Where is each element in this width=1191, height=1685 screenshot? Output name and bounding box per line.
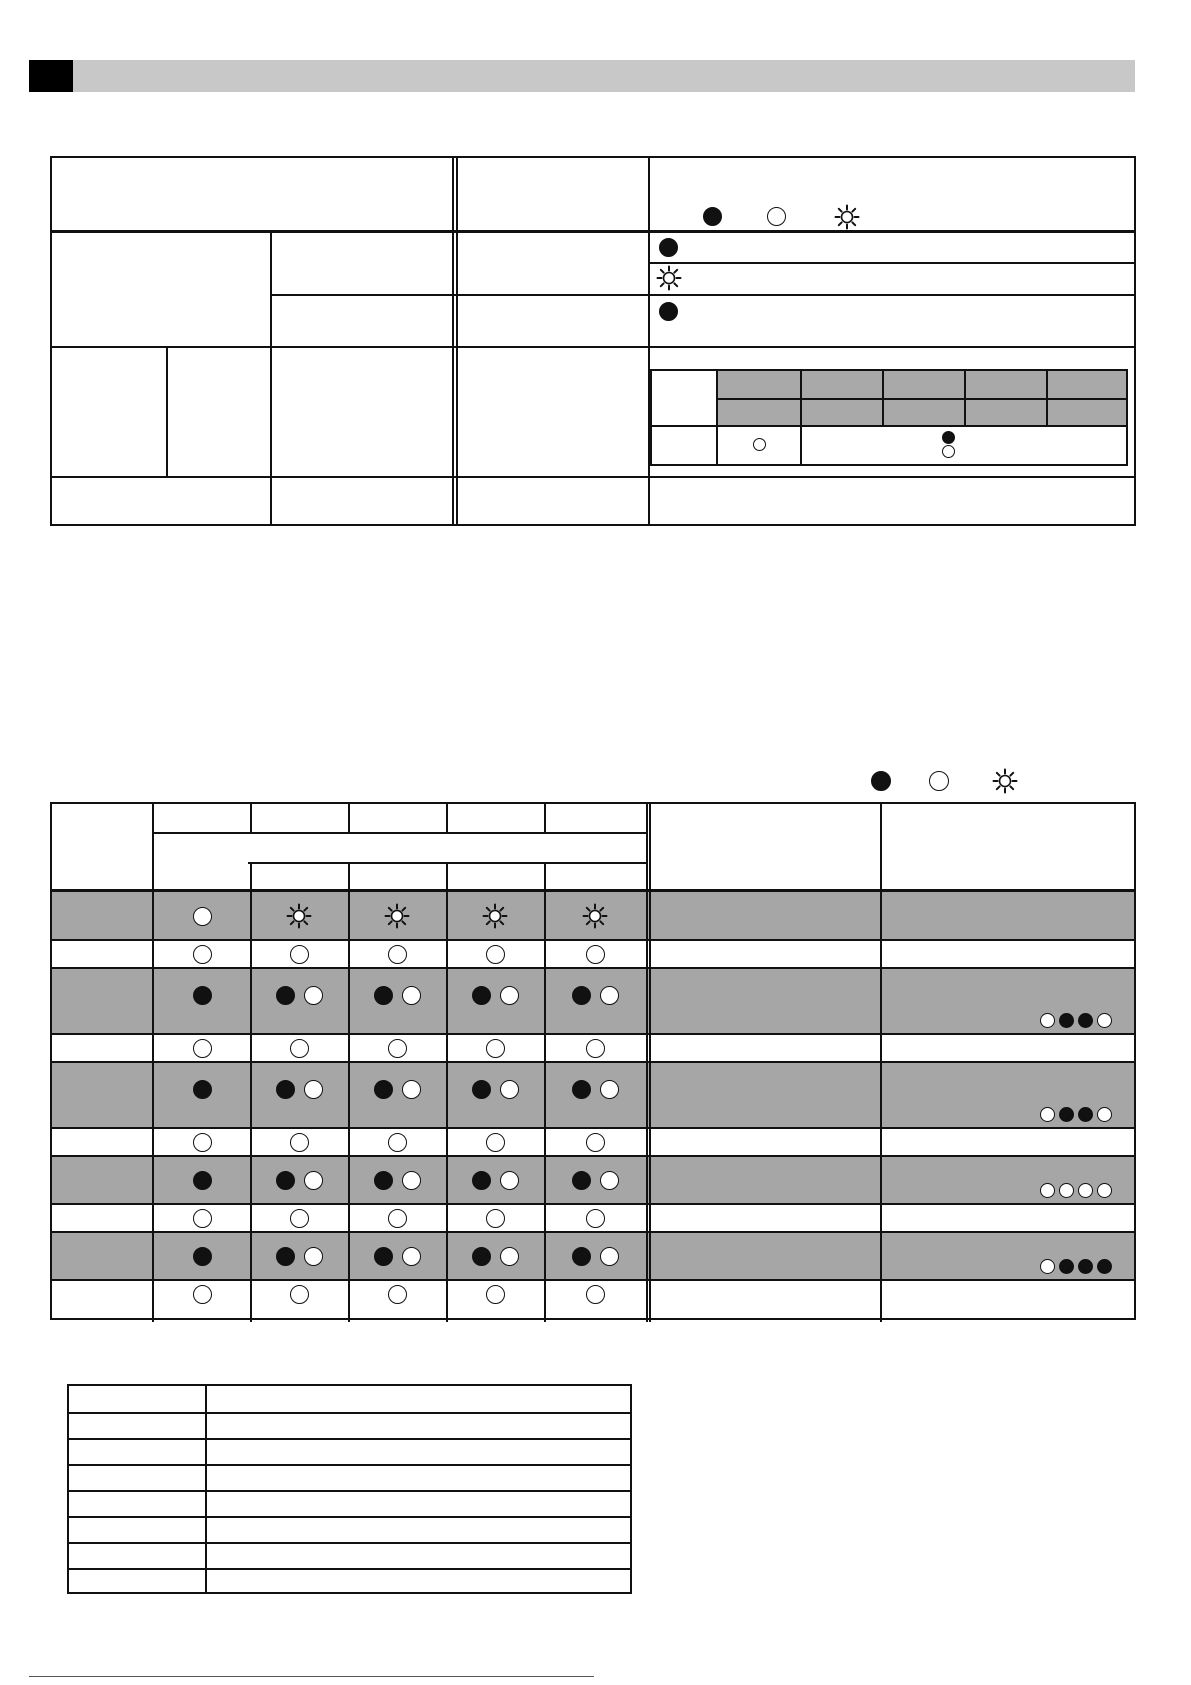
- indicator-subtable: [650, 369, 1128, 466]
- bulb-off-icon: [1040, 1107, 1055, 1122]
- t1-header-rule: [52, 230, 1134, 233]
- bulb-off-icon: [1040, 1259, 1055, 1274]
- bulb-off-icon: [600, 1171, 619, 1190]
- bulb-lit-icon: [572, 1080, 591, 1099]
- row-divider: [52, 939, 1134, 941]
- bulb-off-icon: [1078, 1183, 1093, 1198]
- bulb-lit-icon: [1078, 1259, 1093, 1274]
- bulb-off-icon: [500, 1080, 519, 1099]
- section-header-bar: [29, 60, 1135, 92]
- bulb-lit-icon: [472, 1171, 491, 1190]
- section-number-tab: [29, 60, 73, 92]
- bulb-off-icon: [388, 1209, 407, 1228]
- col-divider: [880, 804, 882, 1322]
- t1-col-divider: [456, 158, 458, 524]
- bulb-off-icon: [586, 1039, 605, 1058]
- bulb-lit-icon: [276, 1247, 295, 1266]
- t1-col-divider: [166, 348, 168, 476]
- bulb-blinking-icon: [582, 903, 608, 929]
- bulb-lit-icon: [472, 986, 491, 1005]
- t1-row-divider: [52, 346, 1134, 348]
- bulb-lit-icon: [374, 1171, 393, 1190]
- bulb-off-icon: [402, 1171, 421, 1190]
- row-divider: [69, 1516, 630, 1518]
- row-divider: [69, 1464, 630, 1466]
- bulb-off-icon: [500, 1247, 519, 1266]
- bulb-off-icon: [500, 1171, 519, 1190]
- header-divider: [154, 832, 648, 834]
- bulb-off-icon: [586, 1133, 605, 1152]
- row-divider: [69, 1438, 630, 1440]
- col-divider: [544, 862, 546, 1322]
- col-divider: [250, 804, 252, 832]
- bulb-off-icon: [486, 1209, 505, 1228]
- legend-off-icon: [767, 207, 786, 226]
- bulb-off-icon: [290, 945, 309, 964]
- col-divider: [250, 862, 252, 1322]
- bulb-off-icon: [600, 1247, 619, 1266]
- bulb-lit-icon: [572, 986, 591, 1005]
- status-lit-icon: [659, 238, 678, 257]
- table-row-shaded: [52, 1062, 1134, 1128]
- row-divider: [52, 1231, 1134, 1233]
- bulb-off-icon: [486, 945, 505, 964]
- bulb-off-icon: [500, 986, 519, 1005]
- col-divider: [446, 862, 448, 1322]
- bulb-lit-icon: [1059, 1013, 1074, 1028]
- bulb-off-icon: [1097, 1013, 1112, 1028]
- bulb-off-icon: [402, 1247, 421, 1266]
- indicator-table: [50, 156, 1136, 526]
- row-divider: [52, 1155, 1134, 1157]
- col-divider: [646, 804, 648, 1322]
- bulb-off-icon: [304, 986, 323, 1005]
- row-divider: [69, 1412, 630, 1414]
- col-divider: [649, 804, 651, 1322]
- bulb-off-icon: [388, 1285, 407, 1304]
- col-divider: [205, 1386, 207, 1592]
- bulb-lit-icon: [572, 1247, 591, 1266]
- bulb-lit-icon: [193, 1080, 212, 1099]
- footer-rule: [29, 1676, 594, 1677]
- row-divider: [52, 1279, 1134, 1281]
- bulb-off-icon: [290, 1209, 309, 1228]
- legend-blinking-icon: [834, 204, 860, 230]
- t1-col-divider: [648, 158, 650, 524]
- bulb-lit-icon: [472, 1247, 491, 1266]
- bulb-off-icon: [586, 1285, 605, 1304]
- bulb-off-icon: [193, 945, 212, 964]
- bulb-off-icon: [402, 986, 421, 1005]
- row-divider: [52, 1033, 1134, 1035]
- bulb-off-icon: [193, 1209, 212, 1228]
- row-divider: [52, 1127, 1134, 1129]
- bulb-off-icon: [193, 1039, 212, 1058]
- col-divider: [544, 804, 546, 832]
- bulb-lit-icon: [193, 1247, 212, 1266]
- bulb-lit-icon: [193, 986, 212, 1005]
- bulb-blinking-icon: [482, 903, 508, 929]
- status-lit-icon: [659, 302, 678, 321]
- bulb-lit-icon: [572, 1171, 591, 1190]
- bulb-off-icon: [388, 1133, 407, 1152]
- bulb-off-icon: [388, 945, 407, 964]
- table-row-shaded: [52, 968, 1134, 1034]
- col-divider: [152, 804, 154, 1322]
- bulb-off-icon: [1097, 1183, 1112, 1198]
- bulb-off-icon: [1097, 1107, 1112, 1122]
- bulb-lit-icon: [1078, 1107, 1093, 1122]
- bulb-off-icon: [1040, 1183, 1055, 1198]
- row-divider: [69, 1490, 630, 1492]
- bulb-lit-icon: [374, 1247, 393, 1266]
- bulb-off-icon: [586, 945, 605, 964]
- bulb-off-icon: [304, 1247, 323, 1266]
- bulb-off-icon: [304, 1171, 323, 1190]
- bulb-lit-icon: [1097, 1259, 1112, 1274]
- bulb-off-icon: [1059, 1183, 1074, 1198]
- bulb-lit-icon: [472, 1080, 491, 1099]
- legend-blinking-icon: [992, 768, 1018, 794]
- subtable-off-icon: [753, 438, 766, 451]
- bulb-off-icon: [290, 1039, 309, 1058]
- table-row-shaded: [52, 1232, 1134, 1280]
- bulb-off-icon: [304, 1080, 323, 1099]
- t1-col-divider: [452, 158, 454, 524]
- bulb-off-icon: [193, 1285, 212, 1304]
- status-blinking-icon: [656, 265, 682, 291]
- bulb-lit-icon: [276, 1080, 295, 1099]
- legend-lit-icon: [703, 207, 722, 226]
- bulb-lit-icon: [374, 986, 393, 1005]
- bulb-lit-icon: [193, 1171, 212, 1190]
- col-divider: [348, 804, 350, 832]
- header-divider: [248, 862, 648, 864]
- table-row-shaded: [52, 1156, 1134, 1204]
- bulb-lit-icon: [276, 1171, 295, 1190]
- subtable-lit-icon: [942, 431, 955, 444]
- row-divider: [52, 1061, 1134, 1063]
- subtable-off-icon: [942, 445, 955, 458]
- t1-col-divider: [270, 233, 272, 524]
- bulb-lit-icon: [1059, 1259, 1074, 1274]
- bulb-lit-icon: [374, 1080, 393, 1099]
- bulb-off-icon: [193, 907, 212, 926]
- code-table: [67, 1384, 632, 1594]
- row-divider: [69, 1542, 630, 1544]
- bulb-off-icon: [290, 1285, 309, 1304]
- row-divider: [69, 1568, 630, 1570]
- bulb-off-icon: [402, 1080, 421, 1099]
- bulb-lit-icon: [276, 986, 295, 1005]
- bulb-lit-icon: [1059, 1107, 1074, 1122]
- led-pattern-table: [50, 802, 1136, 1320]
- row-divider: [52, 967, 1134, 969]
- col-divider: [446, 804, 448, 832]
- bulb-lit-icon: [1078, 1013, 1093, 1028]
- bulb-off-icon: [388, 1039, 407, 1058]
- bulb-off-icon: [290, 1133, 309, 1152]
- bulb-off-icon: [600, 1080, 619, 1099]
- bulb-off-icon: [486, 1133, 505, 1152]
- bulb-off-icon: [486, 1285, 505, 1304]
- t1-row-divider: [650, 262, 1134, 264]
- row-divider: [52, 1203, 1134, 1205]
- bulb-off-icon: [486, 1039, 505, 1058]
- header-rule: [52, 889, 1134, 892]
- col-divider: [348, 862, 350, 1322]
- bulb-off-icon: [600, 986, 619, 1005]
- t1-row-divider: [52, 476, 1134, 478]
- bulb-blinking-icon: [286, 903, 312, 929]
- bulb-off-icon: [193, 1133, 212, 1152]
- legend-lit-icon: [871, 771, 891, 791]
- bulb-off-icon: [1040, 1013, 1055, 1028]
- bulb-blinking-icon: [384, 903, 410, 929]
- bulb-off-icon: [586, 1209, 605, 1228]
- legend-off-icon: [929, 771, 949, 791]
